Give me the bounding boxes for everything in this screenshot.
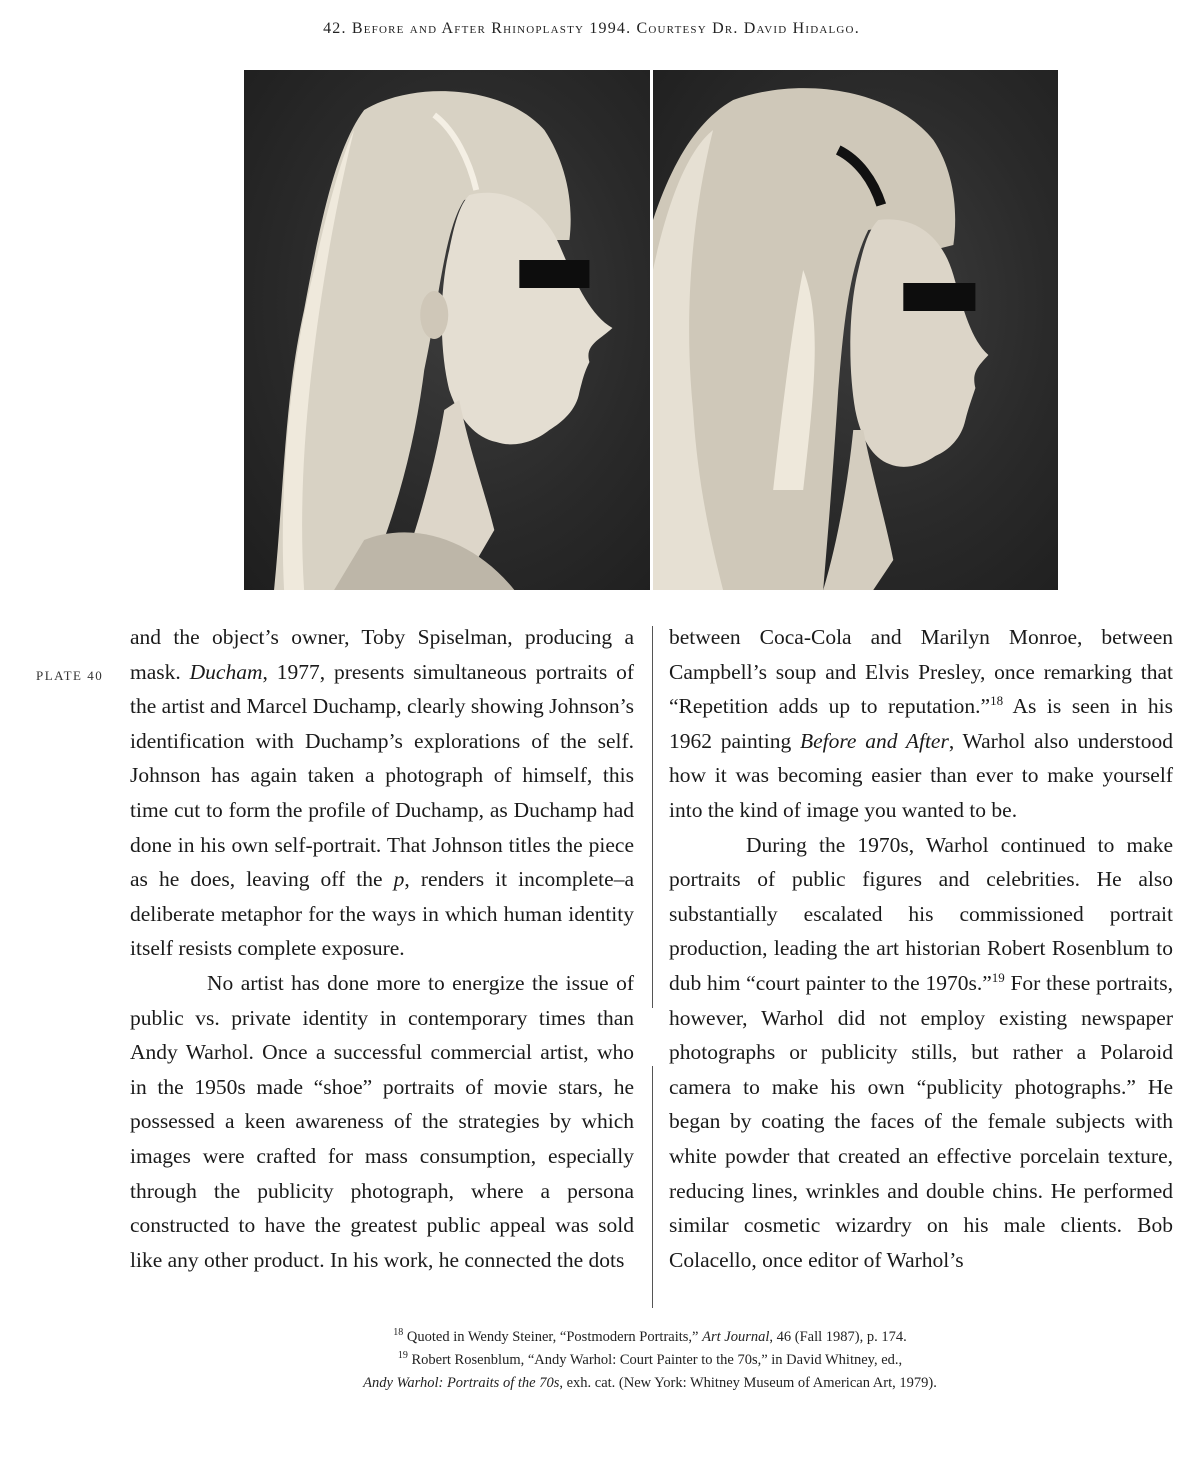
left-text-column bbox=[130, 620, 634, 1277]
after-photo bbox=[653, 70, 1059, 590]
left-paragraph-1: and the object’s owner, Toby Spiselman, producing a mask. Ducham, 1977, presents simultaneous portraits of the artist and Marcel Duchamp, clearly showing Johnson’s identification with Duchamp’s explorations of the self. Johnson has again taken a photograph of himself, this time cut to form the profile of Duchamp, as Duchamp had done in his own self-portrait. That Johnson titles the piece as he does, leaving off the p, renders it incomplete–a deliberate metaphor for the ways in which human identity itself resists complete exposure. bbox=[130, 625, 634, 961]
column-divider-lower bbox=[652, 1066, 653, 1308]
footnote-ref-19[interactable]: 19 bbox=[991, 969, 1005, 985]
right-paragraph-2: During the 1970s, Warhol continued to make portraits of public figures and celebrities. He also substantially escalated his commissioned portrait production, leading the art historian Robert Rosenblum to dub him “court painter to the 1970s.”$^{19}$ For these portraits, however, Warhol did not employ existing newspaper photographs or publicity stills, but rather a Polaroid camera to make his own “publicity photographs.” He began by coating the faces of the female subjects with white powder that created an effective porcelain texture, reducing lines, wrinkles and double chins. He performed similar cosmetic wizardry on his male clients. Bob Colacello, once editor of Warhol’s bbox=[669, 832, 1173, 1272]
footnote-18: $^{18}$ Quoted in Wendy Steiner, “Postmodern Portraits,” Art Journal, 46 (Fall 1987), p. 174. bbox=[393, 1327, 907, 1345]
before-after-photographs bbox=[244, 70, 1058, 590]
before-profile-illustration bbox=[244, 70, 650, 590]
footnote-ref-18[interactable]: 18 bbox=[990, 693, 1004, 709]
artwork-title: Ducham bbox=[189, 659, 263, 684]
column-divider bbox=[652, 626, 653, 1008]
after-profile-illustration bbox=[653, 70, 1059, 590]
artwork-title: Before and After bbox=[799, 728, 949, 753]
figure-caption: 42. Before and After Rhinoplasty 1994. Courtesy Dr. David Hidalgo. bbox=[323, 20, 860, 37]
before-photo bbox=[244, 70, 650, 590]
right-paragraph-1: between Coca-Cola and Marilyn Monroe, between Campbell’s soup and Elvis Presley, once remarking that “Repetition adds up to reputation.”$^{18}$ As is seen in his 1962 painting Before and After, Warhol also understood how it was becoming easier than ever to make yourself into the kind of image you wanted to be. bbox=[669, 625, 1173, 822]
italic-letter: p bbox=[393, 867, 405, 892]
right-text-column bbox=[669, 620, 1173, 1277]
left-paragraph-2: No artist has done more to energize the issue of public vs. private identity in contemporary times than Andy Warhol. Once a successful commercial artist, who in the 1950s made “shoe” portraits of movie stars, he possessed a keen awareness of the strategies by which images were crafted for mass consumption, especially through the publicity photograph, where a persona constructed to have the greatest public appeal was sold like any other product. In his work, he connected the dots bbox=[130, 970, 634, 1272]
plate-reference: PLATE 40 bbox=[36, 668, 104, 683]
footnotes bbox=[300, 1326, 1000, 1395]
footnote-19: $^{19}$ Robert Rosenblum, “Andy Warhol: Court Painter to the 70s,” in David Whitney, ed., Andy Warhol: Portraits of the 70s, exh. cat. (New York: Whitney Museum of American Art, 1979). bbox=[363, 1350, 937, 1391]
